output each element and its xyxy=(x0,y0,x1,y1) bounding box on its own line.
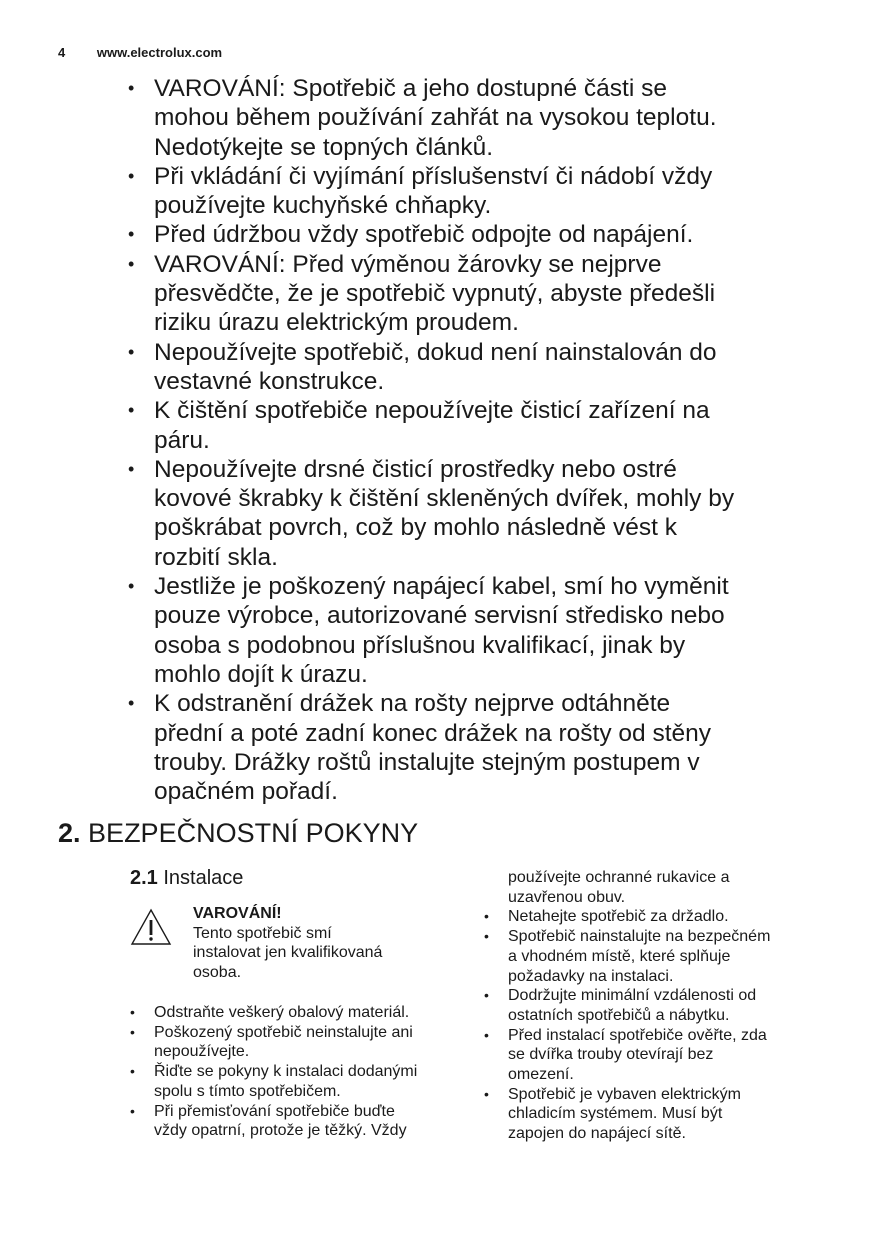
list-item xyxy=(128,74,828,162)
item-line: riziku úrazu elektrickým proudem. xyxy=(154,309,519,337)
section-heading xyxy=(58,818,418,849)
bullet-icon: • xyxy=(130,1023,135,1040)
item-line: VAROVÁNÍ: Spotřebič a jeho dostupné části se xyxy=(154,75,667,102)
item-line: vždy opatrní, protože je těžký. Vždy xyxy=(154,1122,407,1140)
installation-list-right xyxy=(484,868,824,1144)
item-line: rozbití skla. xyxy=(154,543,278,571)
list-item xyxy=(128,220,828,249)
item-line: přední a poté zadní konec drážek na rošty od stěny xyxy=(154,719,712,747)
warning-line: instalovat jen kvalifikovaná xyxy=(193,944,383,961)
warning-line: Tento spotřebič smí xyxy=(193,924,332,942)
website-link: www.electrolux.com xyxy=(96,45,223,60)
list-item xyxy=(128,572,828,689)
item-line: Před instalací spotřebiče ověřte, zda xyxy=(508,1026,767,1044)
list-item xyxy=(128,455,828,572)
item-line: trouby. Drážky roštů instalujte stejným postupem v xyxy=(154,748,700,776)
item-line: kovové škrabky k čištění skleněných dvířek, mohly by xyxy=(154,485,735,513)
bullet-icon: • xyxy=(128,253,135,274)
list-item xyxy=(128,396,828,455)
list-item xyxy=(484,1026,824,1085)
bullet-icon: • xyxy=(128,458,135,479)
page-number: 4 xyxy=(58,45,66,60)
item-line: VAROVÁNÍ: Před výměnou žárovky se nejprve xyxy=(154,250,662,278)
list-item xyxy=(484,927,824,986)
item-line: osoba s podobnou příslušnou kvalifikací, jinak by xyxy=(154,631,686,659)
item-line: Netahejte spotřebič za držadlo. xyxy=(508,908,729,926)
list-item xyxy=(130,1023,470,1062)
subsection-heading xyxy=(130,867,243,890)
item-line: opačném pořadí. xyxy=(154,778,338,806)
item-line: Řiďte se pokyny k instalaci dodanými xyxy=(154,1063,418,1081)
item-line: Spotřebič nainstalujte na bezpečném xyxy=(508,928,771,946)
item-line: používejte kuchyňské chňapky. xyxy=(154,192,492,220)
list-item xyxy=(128,162,828,221)
warning-title: VAROVÁNÍ! xyxy=(193,905,282,922)
item-line: Poškozený spotřebič neinstalujte ani xyxy=(154,1023,413,1041)
bullet-icon: • xyxy=(130,1063,135,1080)
item-line: chladicím systémem. Musí být xyxy=(508,1105,723,1123)
item-line: ostatních spotřebičů a nábytku. xyxy=(508,1006,730,1024)
warning-line: osoba. xyxy=(193,963,242,981)
item-line: Při vkládání či vyjímání příslušenství či nádobí vždy xyxy=(154,162,713,190)
item-line: Jestliže je poškozený napájecí kabel, smí ho vyměnit xyxy=(154,573,729,601)
bullet-icon: • xyxy=(128,341,135,362)
subsection-number: 2.1 xyxy=(130,867,158,889)
safety-bullet-list xyxy=(128,74,828,806)
list-item-continuation xyxy=(484,868,824,907)
item-line: nepoužívejte. xyxy=(154,1043,250,1061)
item-line: se dvířka trouby otevírají bez xyxy=(508,1046,714,1064)
section-number: 2. xyxy=(58,818,81,848)
subsection-title: Instalace xyxy=(163,867,244,889)
item-line: zapojen do napájecí sítě. xyxy=(508,1125,686,1143)
item-line: Odstraňte veškerý obalový materiál. xyxy=(154,1004,410,1021)
bullet-icon: • xyxy=(484,987,489,1004)
item-line: K čištění spotřebiče nepoužívejte čisticí zařízení na xyxy=(154,397,710,425)
item-line: páru. xyxy=(154,426,210,454)
item-line: Při přemisťování spotřebiče buďte xyxy=(154,1102,395,1120)
item-line: vestavné konstrukce. xyxy=(154,367,385,395)
list-item xyxy=(128,250,828,338)
item-line: a vhodném místě, které splňuje xyxy=(508,947,731,965)
item-line: Nepoužívejte spotřebič, dokud není nainstalován do xyxy=(154,338,717,366)
item-line: Nedotýkejte se topných článků. xyxy=(154,133,494,161)
item-line: pouze výrobce, autorizované servisní středisko nebo xyxy=(154,602,725,630)
item-line: Před údržbou vždy spotřebič odpojte od napájení. xyxy=(154,221,694,249)
item-line: mohou během používání zahřát na vysokou teplotu. xyxy=(154,104,717,132)
bullet-icon: • xyxy=(128,576,135,597)
item-line: spolu s tímto spotřebičem. xyxy=(154,1082,341,1100)
item-line: používejte ochranné rukavice a xyxy=(508,869,730,886)
bullet-icon: • xyxy=(128,224,135,245)
bullet-icon: • xyxy=(130,1004,135,1020)
list-item xyxy=(484,986,824,1025)
list-item xyxy=(130,1102,470,1141)
item-line: Spotřebič je vybaven elektrickým xyxy=(508,1085,741,1103)
item-line: poškrábat povrch, což by mohlo následně vést k xyxy=(154,514,677,542)
bullet-icon: • xyxy=(484,908,489,925)
bullet-icon: • xyxy=(128,78,135,98)
list-item xyxy=(484,907,824,927)
bullet-icon: • xyxy=(128,400,135,421)
list-item xyxy=(130,1062,470,1101)
item-line: uzavřenou obuv. xyxy=(508,888,626,906)
bullet-icon: • xyxy=(128,165,135,186)
bullet-icon: • xyxy=(484,928,489,945)
list-item xyxy=(128,338,828,397)
bullet-icon: • xyxy=(484,1085,489,1102)
item-line: požadavky na instalaci. xyxy=(508,967,674,985)
bullet-icon: • xyxy=(484,1026,489,1043)
installation-list-left xyxy=(130,1003,470,1141)
item-line: Nepoužívejte drsné čisticí prostředky nebo ostré xyxy=(154,455,677,483)
item-line: mohlo dojít k úrazu. xyxy=(154,660,368,688)
list-item xyxy=(128,689,828,806)
item-line: K odstranění drážek na rošty nejprve odtáhněte xyxy=(154,690,671,718)
page-header xyxy=(58,45,222,60)
warning-triangle-icon xyxy=(130,908,172,946)
item-line: omezení. xyxy=(508,1066,574,1084)
bullet-icon: • xyxy=(128,693,135,714)
item-line: přesvědčte, že je spotřebič vypnutý, abyste předešli xyxy=(154,280,716,308)
section-title: BEZPEČNOSTNÍ POKYNY xyxy=(88,818,419,848)
bullet-icon: • xyxy=(130,1102,135,1119)
list-item xyxy=(484,1085,824,1144)
item-line: Dodržujte minimální vzdálenosti od xyxy=(508,987,757,1005)
list-item xyxy=(130,1003,470,1023)
